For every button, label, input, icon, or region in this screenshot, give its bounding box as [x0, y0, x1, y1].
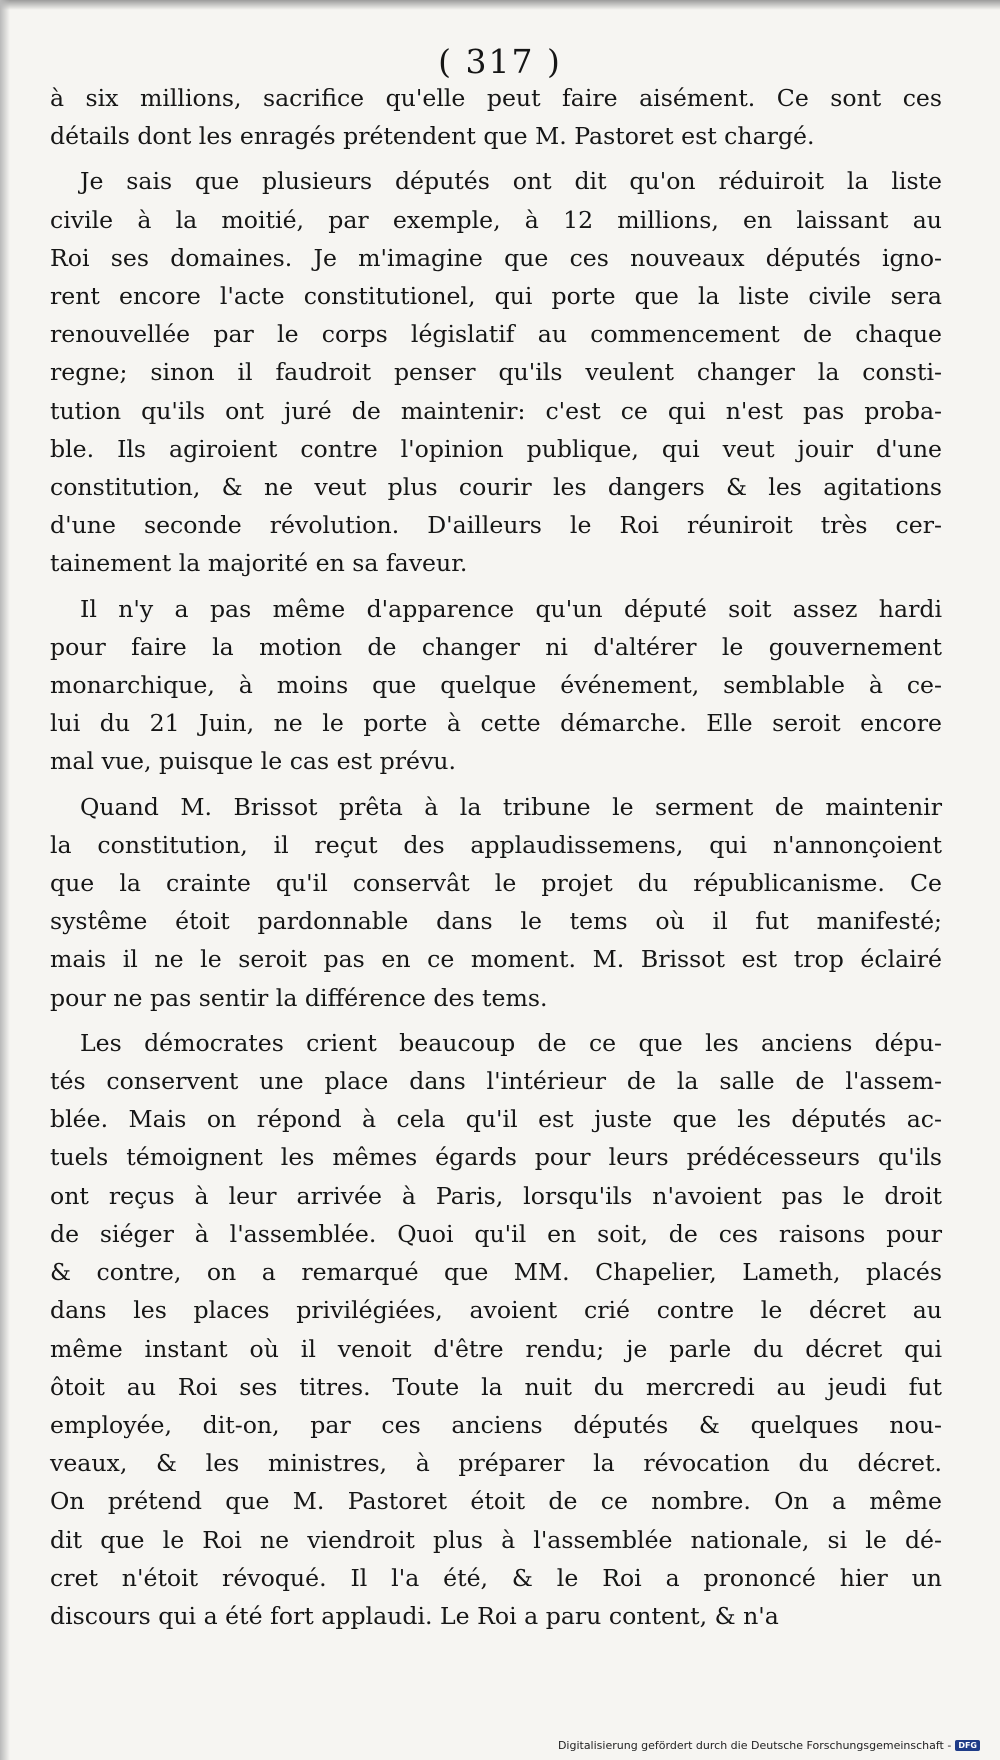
text-line: On prétend que M. Pastoret étoit de ce nombre. On a même	[50, 1487, 942, 1516]
text-line: Quand M. Brissot prêta à la tribune le serment de maintenir	[80, 792, 942, 821]
dfg-logo-icon: DFG	[955, 1740, 980, 1751]
text-line: civile à la moitié, par exemple, à 12 millions, en laissant au	[50, 205, 942, 234]
text-line: blée. Mais on répond à cela qu'il est juste que les députés ac-	[50, 1105, 942, 1134]
text-line: d'une seconde révolution. D'ailleurs le Roi réuniroit très cer-	[50, 511, 942, 540]
scan-edge-left	[0, 0, 10, 1760]
text-line: Les démocrates crient beaucoup de ce que les anciens dépu-	[80, 1028, 942, 1057]
text-line: la constitution, il reçut des applaudissemens, qui n'annonçoient	[50, 830, 942, 859]
text-line: regne; sinon il faudroit penser qu'ils veulent changer la consti-	[50, 358, 942, 387]
text-line: tainement la majorité en sa faveur.	[50, 549, 468, 578]
text-line: Roi ses domaines. Je m'imagine que ces nouveaux députés igno-	[50, 243, 942, 272]
text-line: constitution, & ne veut plus courir les dangers & les agitations	[50, 473, 942, 502]
text-line: pour faire la motion de changer ni d'altérer le gouvernement	[50, 632, 942, 661]
paragraph	[50, 79, 942, 155]
text-line: tuels témoignent les mêmes égards pour leurs prédécesseurs qu'ils	[50, 1143, 942, 1172]
paragraph	[50, 1024, 942, 1635]
text-line: dit que le Roi ne viendroit plus à l'assemblée nationale, si le dé-	[50, 1525, 942, 1554]
text-line: ont reçus à leur arrivée à Paris, lorsqu'ils n'avoient pas le droit	[50, 1181, 942, 1210]
text-line: & contre, on a remarqué que MM. Chapelier, Lameth, placés	[50, 1258, 942, 1287]
scan-edge-top	[0, 0, 1000, 10]
text-line: Je sais que plusieurs députés ont dit qu'on réduiroit la liste	[80, 167, 942, 196]
text-line: que la crainte qu'il conservât le projet du républicanisme. Ce	[50, 869, 942, 898]
page-number: ( 317 )	[438, 42, 562, 81]
text-line: cret n'étoit révoqué. Il l'a été, & le Roi a prononcé hier un	[50, 1563, 942, 1592]
text-line: systême étoit pardonnable dans le tems où il fut manifesté;	[50, 907, 942, 936]
text-line: employée, dit-on, par ces anciens députés & quelques nou-	[50, 1410, 942, 1439]
paragraph	[50, 590, 942, 781]
text-line: mais il ne le seroit pas en ce moment. M. Brissot est trop éclairé	[50, 945, 942, 974]
text-line: discours qui a été fort applaudi. Le Roi a paru content, & n'a	[50, 1601, 779, 1630]
paragraph	[50, 788, 942, 1017]
text-line: veaux, & les ministres, à préparer la révocation du décret.	[50, 1449, 942, 1478]
text-line: renouvellée par le corps législatif au commencement de chaque	[50, 320, 942, 349]
text-line: tution qu'ils ont juré de maintenir: c'est ce qui n'est pas proba-	[50, 396, 942, 425]
footer-text: Digitalisierung gefördert durch die Deutsche Forschungsgemeinschaft -	[557, 1739, 952, 1752]
text-line: lui du 21 Juin, ne le porte à cette démarche. Elle seroit encore	[50, 709, 942, 738]
text-line: ôtoit au Roi ses titres. Toute la nuit du mercredi au jeudi fut	[50, 1372, 942, 1401]
text-line: tés conservent une place dans l'intérieur de la salle de l'assem-	[50, 1067, 942, 1096]
text-line: à six millions, sacrifice qu'elle peut faire aisément. Ce sont ces	[50, 84, 942, 112]
text-line: ble. Ils agiroient contre l'opinion publique, qui veut jouir d'une	[50, 434, 942, 463]
text-line: dans les places privilégiées, avoient crié contre le décret au	[50, 1296, 942, 1325]
text-line: monarchique, à moins que quelque événement, semblable à ce-	[50, 671, 942, 700]
text-line: de siéger à l'assemblée. Quoi qu'il en soit, de ces raisons pour	[50, 1219, 942, 1248]
text-line: Il n'y a pas même d'apparence qu'un député soit assez hardi	[80, 594, 942, 623]
digitization-credit	[558, 1739, 980, 1752]
text-line: même instant où il venoit d'être rendu; je parle du décret qui	[50, 1334, 942, 1363]
text-line: pour ne pas sentir la différence des tems.	[50, 983, 548, 1012]
text-line: mal vue, puisque le cas est prévu.	[50, 747, 457, 776]
text-line: détails dont les enragés prétendent que M. Pastoret est chargé.	[50, 122, 815, 151]
text-line: rent encore l'acte constitutionel, qui porte que la liste civile sera	[50, 282, 942, 311]
body-text	[50, 79, 942, 1635]
paragraph	[50, 162, 942, 582]
